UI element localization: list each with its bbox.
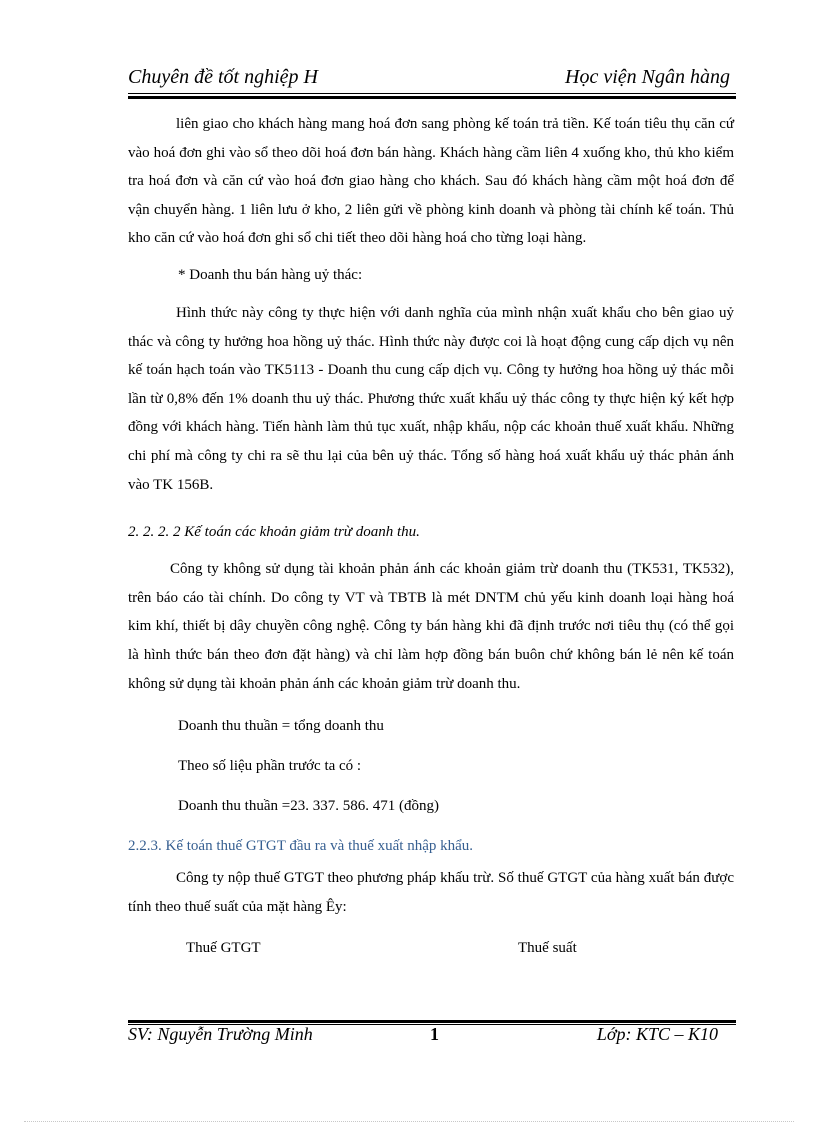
header-rule-thin [128,93,736,94]
footer-rule-thick [128,1020,736,1023]
value-net-revenue: Doanh thu thuần =23. 337. 586. 471 (đồng) [178,798,439,815]
paragraph-2: Hình thức này công ty thực hiện với danh nghĩa của mình nhận xuất khẩu cho bên giao uỷ thác và công ty hưởng hoa hồng uỷ thác. Hình thức này được coi là hoạt động cung cấp dịch vụ nên kế toán hạch toán vào TK5113 - Doanh thu cung cấp dịch vụ. Công ty hưởng hoa hồng uỷ thác mỗi lần từ 0,8% đến 1% doanh thu uỷ thác. Phương thức xuất khẩu uỷ thác công ty thực hiện ký kết hợp đồng với khách hàng. Tiến hành làm thủ tục xuất, nhập khẩu, nộp các khoản thuế xuất khẩu. Những chi phí mà công ty chi ra sẽ thu lại của bên uỷ thác. Tổng số hàng hoá xuất khẩu uỷ thác phản ánh vào TK 156B. [128,304,734,493]
col-tax-rate-label: Thuế suất [518,940,577,957]
col-vat-label: Thuế GTGT [186,940,261,957]
formula-net-revenue: Doanh thu thuần = tổng doanh thu [178,718,384,735]
header-rule-thick [128,96,736,99]
document-body [128,110,734,959]
text-previous-data: Theo số liệu phần trước ta có : [178,758,362,775]
header-institution: Học viện Ngân hàng [565,66,730,88]
paragraph-1: liên giao cho khách hàng mang hoá đơn sang phòng kế toán trả tiền. Kế toán tiêu thụ căn cứ vào hoá đơn ghi vào sổ theo dõi hoá đơn bán hàng. Khách hàng cầm liên 4 xuống kho, thủ kho kiểm tra hoá đơn và căn cứ vào hoá đơn giao hàng cho khách. Sau đó khách hàng cầm một hoá đơn để vận chuyển hàng. 1 liên lưu ở kho, 2 liên gửi về phòng kinh doanh và phòng tài chính kế toán. Thủ kho căn cứ vào hoá đơn ghi sổ chi tiết theo dõi hàng hoá cho từng loại hàng. [128,116,734,247]
tax-table-header [128,937,734,959]
header-title: Chuyên đề tốt nghiệp H [128,66,318,88]
section-heading-2222: 2. 2. 2. 2 Kế toán các khoản giảm trừ doanh thu. [128,524,420,541]
page-header [128,66,736,96]
page-bottom-divider [24,1121,794,1122]
footer-class: Lớp: KTC – K10 [596,1024,718,1044]
bullet-entrusted-sales: * Doanh thu bán hàng uỷ thác: [178,266,363,283]
page-footer [128,1024,736,1050]
section-heading-223: 2.2.3. Kế toán thuế GTGT đầu ra và thuế xuất nhập khẩu. [128,838,474,855]
footer-student: SV: Nguyễn Trường Minh [128,1024,313,1044]
page-number: 1 [430,1024,439,1044]
paragraph-3: Công ty không sử dụng tài khoản phản ánh các khoản giảm trừ doanh thu (TK531, TK532), trên báo cáo tài chính. Do công ty VT và TBTB là mét DNTM chủ yếu kinh doanh loại hàng hoá kim khí, thiết bị dây chuyền công nghệ. Công ty bán hàng khi đã định trước nơi tiêu thụ (có thể gọi là hình thức bán theo đơn đặt hàng) và chỉ làm hợp đồng bán buôn chứ không bán lẻ nên kế toán không sử dụng tài khoản phản ánh các khoản giảm trừ doanh thu. [128,561,734,692]
paragraph-4: Công ty nộp thuế GTGT theo phương pháp khấu trừ. Số thuế GTGT của hàng xuất bán được tính theo thuế suất của mặt hàng Êy: [128,870,734,915]
